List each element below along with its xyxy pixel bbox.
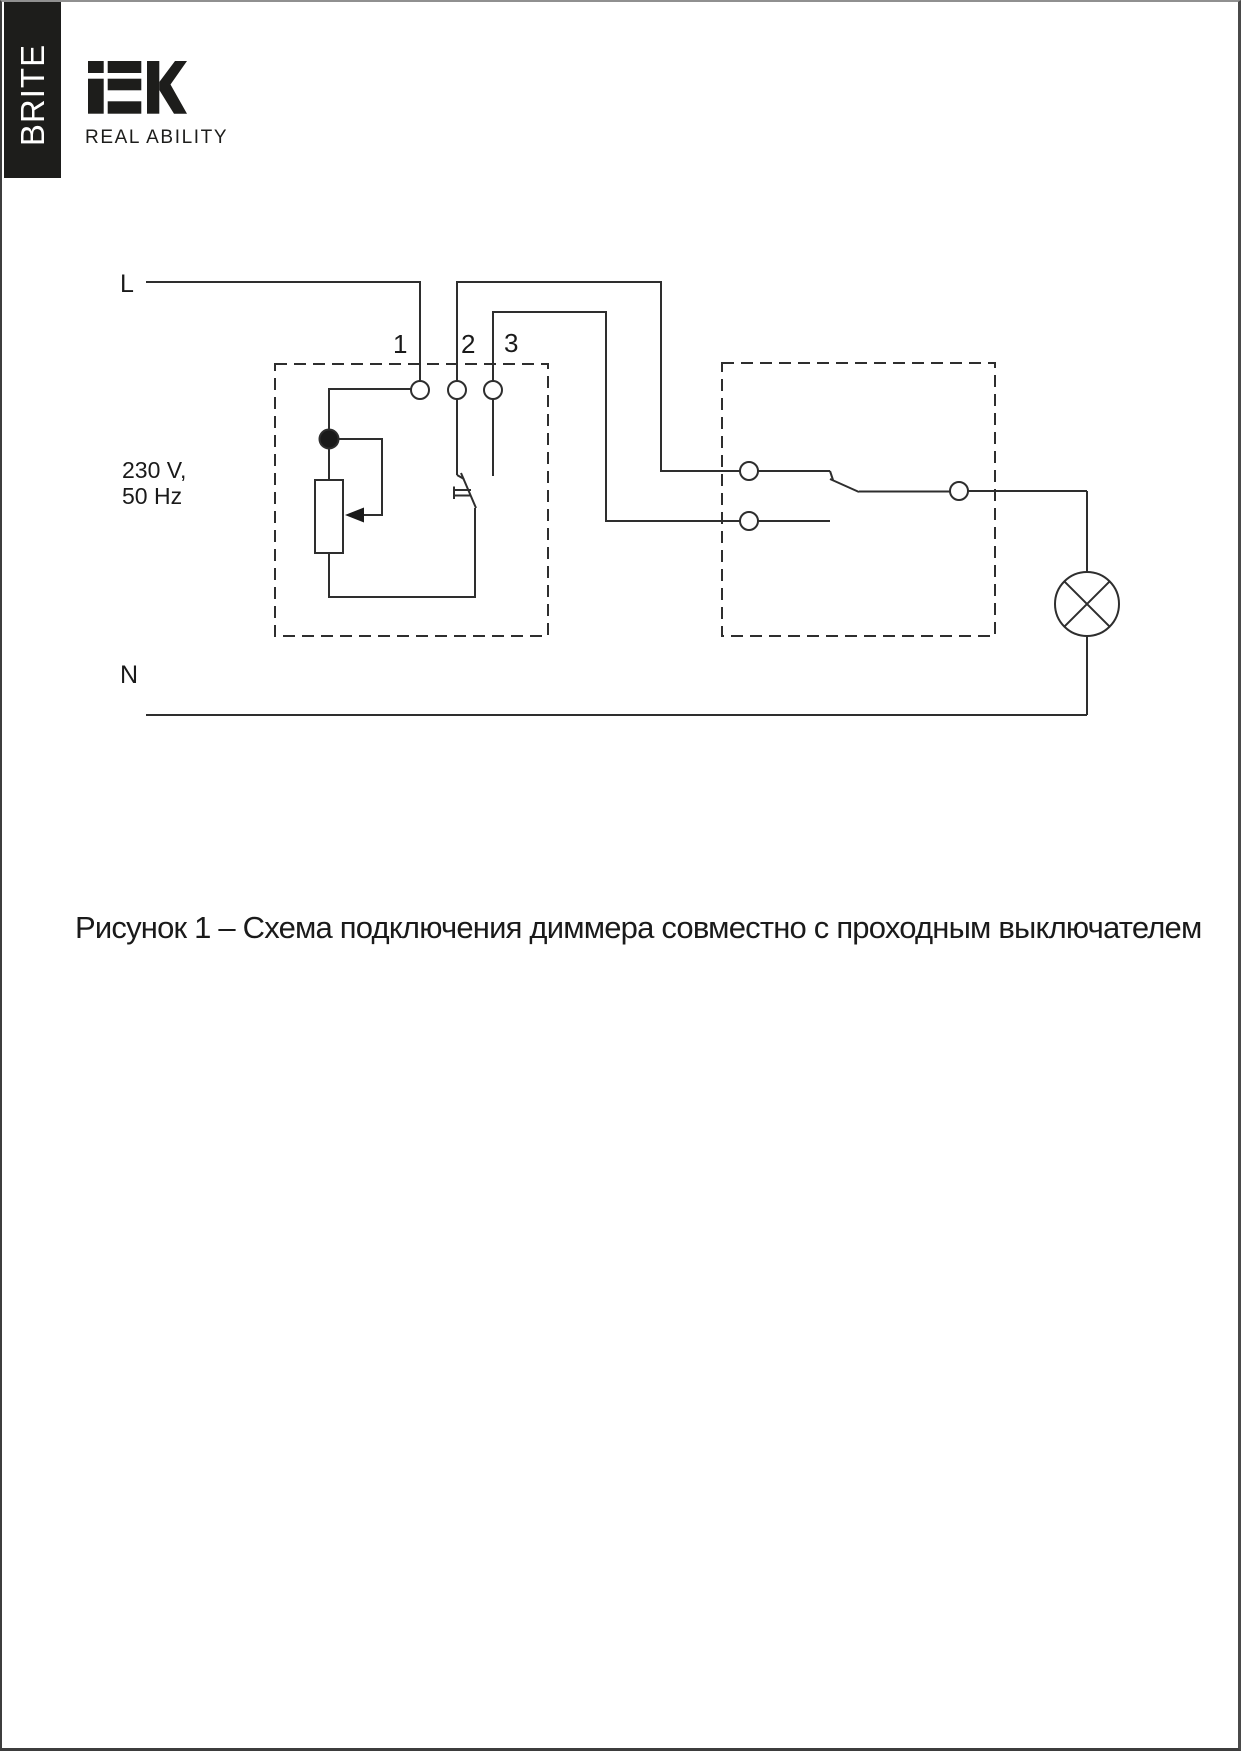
frequency-line: 50 Hz: [122, 483, 183, 509]
wiring-diagram: [2, 2, 1238, 1748]
potentiometer-body: [315, 480, 343, 553]
switch-terminal-common: [950, 482, 968, 500]
terminal1-internal-wire: [329, 389, 411, 430]
terminal3-to-switch-wire: [493, 312, 740, 521]
potentiometer-wiper-wire: [338, 439, 382, 515]
dimmer-terminal-2: [448, 381, 466, 399]
dimmer-terminal-1: [411, 381, 429, 399]
line-l-label: L: [120, 270, 134, 298]
line-n-label: N: [120, 661, 139, 689]
line-l-wire: [146, 282, 420, 381]
two-way-switch-lever: [830, 479, 859, 492]
supply-rating-label: [122, 457, 186, 509]
terminal-1-label: 1: [393, 329, 408, 359]
dimmer-bottom-wire: [329, 508, 475, 597]
switch-terminal-upper: [740, 462, 758, 480]
terminal-2-label: 2: [461, 329, 476, 359]
figure-caption: Рисунок 1 – Схема подключения диммера совместно с проходным выключателем: [75, 910, 1202, 945]
dimmer-terminal-3: [484, 381, 502, 399]
terminal2-to-switch-wire: [457, 282, 740, 471]
voltage-line: 230 V,: [122, 457, 187, 483]
switch-terminal-lower: [740, 512, 758, 530]
wiper-arrowhead-icon: [345, 508, 364, 523]
terminal-3-label: 3: [504, 328, 519, 358]
junction-dot: [320, 430, 339, 449]
brite-banner-label: BRITE: [13, 43, 51, 147]
iek-logo-tagline: REAL ABILITY: [85, 127, 229, 148]
